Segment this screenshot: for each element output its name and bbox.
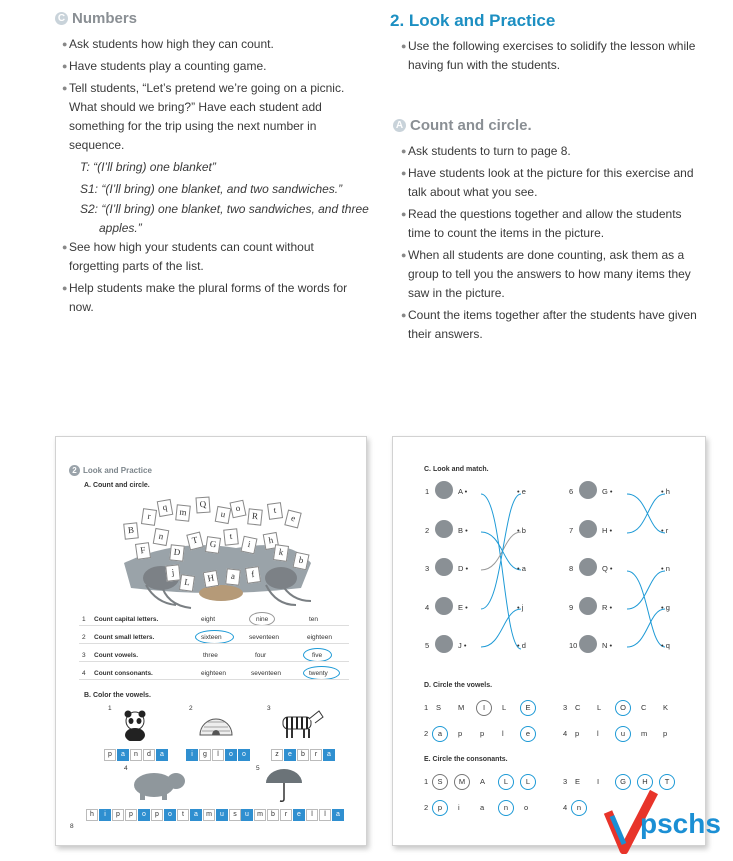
letter-choice[interactable]: C — [575, 703, 581, 712]
bullet-counting-game: ● Have students play a counting game. — [62, 59, 267, 73]
row-number: 2 — [424, 803, 429, 812]
letter-box[interactable]: a — [323, 749, 335, 761]
match-picture-icon — [435, 597, 453, 615]
bullet-text: When all students are done counting, ask them as a — [408, 248, 685, 262]
letter-choice[interactable]: S — [436, 703, 442, 712]
match-small[interactable]: • q — [661, 641, 670, 650]
letter-card: H — [203, 570, 220, 588]
letter-box[interactable]: r — [310, 749, 322, 761]
match-capital: J • — [458, 641, 467, 650]
bullet-text: See how high your students can count without — [69, 240, 314, 254]
bullet-text: Count the items together after the students have given — [408, 308, 697, 322]
letter-box[interactable]: b — [297, 749, 309, 761]
letter-card: F — [135, 542, 151, 560]
hippo-icon — [130, 765, 186, 801]
letter-card: Q — [195, 497, 210, 514]
row-number: 3 — [82, 652, 86, 659]
letter-choice[interactable]: p — [575, 729, 580, 738]
dialogue-s2: S2: “(I’ll bring) one blanket, two sandwiches, and three — [80, 202, 369, 216]
letter-choice[interactable]: I — [597, 777, 600, 786]
bullet-text: Help students make the plural forms of the words for — [69, 281, 348, 295]
match-small[interactable]: • r — [661, 525, 669, 535]
bullet-count-together: ● Count the items together after the students have given — [401, 308, 697, 322]
letter-box[interactable]: z — [271, 749, 283, 761]
letter-card: k — [273, 544, 289, 562]
letter-choice[interactable]: l — [597, 729, 599, 738]
bullet-picnic-line3: something for the trip using the next number in — [69, 119, 317, 133]
match-capital: Q • — [602, 564, 613, 573]
row-divider — [79, 679, 349, 680]
letter-choice[interactable]: L — [498, 774, 514, 790]
bullet-how-high: ● See how high your students can count without — [62, 240, 314, 254]
letter-choice[interactable]: H — [637, 774, 653, 790]
letter-box[interactable]: l — [306, 809, 318, 821]
bullet-plural-line2: now. — [69, 300, 94, 314]
letter-box[interactable]: a — [332, 809, 344, 821]
answer-circle — [195, 630, 234, 644]
letter-choice[interactable]: S — [432, 774, 448, 790]
match-picture-icon — [579, 558, 597, 576]
letter-choice[interactable]: u — [615, 726, 631, 742]
letter-choice[interactable]: E — [575, 777, 581, 786]
umbrella-icon — [264, 767, 304, 803]
row-number: 2 — [82, 634, 86, 641]
letter-card: e — [284, 510, 301, 529]
letter-card: b — [292, 552, 309, 571]
bullet-picnic-line2: What should we bring?” Have each student add — [69, 100, 322, 114]
letter-choice[interactable]: o — [524, 803, 529, 812]
match-capital: E • — [458, 602, 468, 612]
letter-choice[interactable]: p — [663, 729, 668, 738]
match-small[interactable]: • d — [517, 641, 526, 650]
bullet-plural: ● Help students make the plural forms of the words for — [62, 281, 348, 295]
watermark-text: pschs — [640, 808, 721, 839]
match-lines-right — [627, 494, 665, 647]
match-number: 3 — [425, 564, 430, 573]
letter-card: i — [240, 536, 257, 555]
letter-card: t — [267, 502, 283, 520]
match-picture-icon — [579, 481, 597, 499]
letter-choice[interactable]: K — [663, 703, 669, 712]
match-picture-icon — [435, 520, 453, 538]
letter-card: o — [229, 500, 246, 519]
option[interactable]: eight — [201, 616, 216, 623]
row-label: Count vowels. — [94, 652, 139, 659]
letter-box[interactable]: l — [212, 749, 224, 761]
letter-card: q — [157, 499, 174, 517]
word-zebra — [271, 743, 336, 761]
match-capital: N • — [602, 641, 613, 650]
letter-box[interactable]: i — [186, 749, 198, 761]
wb-d-title: D. Circle the vowels. — [424, 682, 493, 689]
bullet-text: Tell students, “Let’s pretend we’re going on a picnic. — [69, 81, 345, 95]
letter-box[interactable]: p — [151, 809, 163, 821]
section-a-heading — [393, 117, 532, 134]
letter-choice[interactable]: p — [432, 800, 448, 816]
letter-box[interactable]: e — [284, 749, 296, 761]
letter-choice[interactable]: M — [454, 774, 470, 790]
word-umbrella — [241, 803, 345, 821]
letter-box[interactable]: e — [293, 809, 305, 821]
letter-box[interactable]: a — [190, 809, 202, 821]
letter-card: B — [123, 522, 139, 539]
answer-circle — [249, 612, 275, 626]
match-small[interactable]: • b — [517, 525, 526, 535]
bullet-text: Ask students to turn to page 8. — [408, 144, 571, 158]
workbook-page-right — [392, 436, 706, 846]
letter-choice[interactable]: T — [659, 774, 675, 790]
wb-section-badge: 2 — [69, 465, 80, 476]
bullet-look-picture-line2: talk about what you see. — [408, 185, 538, 199]
match-capital: A • — [458, 487, 468, 496]
row-divider — [79, 625, 349, 626]
letter-box[interactable]: s — [229, 809, 241, 821]
pic-number: 4 — [124, 765, 128, 772]
letter-box[interactable]: a — [156, 749, 168, 761]
letter-box[interactable]: g — [199, 749, 211, 761]
wb-e-title: E. Circle the consonants. — [424, 756, 508, 763]
match-capital: D • — [458, 564, 469, 573]
workbook-page-left — [55, 436, 367, 846]
bullet-text: Use the following exercises to solidify the lesson while — [408, 39, 696, 53]
intro-line1: ● Use the following exercises to solidify the lesson while — [401, 39, 696, 53]
count-rows — [79, 614, 349, 686]
bullet-ask-count: ● Ask students how high they can count. — [62, 37, 274, 51]
letter-choice[interactable]: a — [480, 803, 485, 812]
match-lines-left — [481, 494, 524, 649]
row-number: 2 — [424, 729, 429, 738]
match-picture-icon — [579, 635, 597, 653]
match-small[interactable]: • h — [661, 487, 670, 496]
row-number: 3 — [563, 703, 568, 712]
match-capital: G • — [602, 487, 613, 496]
match-small[interactable]: • j — [517, 602, 524, 612]
match-picture-icon — [579, 597, 597, 615]
letter-choice[interactable]: C — [641, 703, 647, 712]
dialogue-s2-line2: apples.” — [99, 221, 142, 235]
row-number: 4 — [563, 729, 568, 738]
match-number: 4 — [425, 602, 430, 612]
match-small[interactable]: • g — [661, 602, 670, 612]
row-number: 3 — [563, 777, 568, 786]
letter-card: j — [165, 564, 181, 581]
letter-choice[interactable]: A — [480, 777, 486, 786]
match-number: 7 — [569, 525, 574, 535]
match-picture-icon — [435, 635, 453, 653]
bullet-text: Have students look at the picture for this exercise and — [408, 166, 694, 180]
zebra-icon — [277, 709, 325, 739]
letter-card: r — [141, 508, 157, 526]
match-small[interactable]: • e — [517, 487, 526, 496]
letter-card: n — [153, 528, 170, 546]
letter-choice[interactable]: E — [520, 700, 536, 716]
letter-box[interactable]: p — [104, 749, 116, 761]
igloo-icon — [198, 709, 234, 737]
letter-card: h — [263, 532, 280, 550]
option[interactable]: nine — [256, 616, 269, 623]
bullet-done-counting-line3: saw in the picture. — [408, 286, 505, 300]
option[interactable]: four — [255, 652, 267, 659]
row-label: Count small letters. — [94, 634, 155, 641]
letter-choice[interactable]: G — [615, 774, 631, 790]
row-number: 4 — [563, 803, 568, 812]
bullet-picnic: ● Tell students, “Let’s pretend we’re going on a picnic. — [62, 81, 345, 95]
letter-choice[interactable]: a — [432, 726, 448, 742]
bullet-text: Have students play a counting game. — [69, 59, 267, 73]
row-number: 1 — [424, 703, 429, 712]
letter-box[interactable]: o — [164, 809, 176, 821]
bullet-turn-page: ● Ask students to turn to page 8. — [401, 144, 571, 158]
section-c-heading — [55, 10, 137, 27]
watermark-logo — [598, 786, 733, 856]
letter-box[interactable]: t — [177, 809, 189, 821]
look-practice-heading: 2. Look and Practice — [390, 11, 556, 30]
option[interactable]: ten — [309, 616, 319, 623]
dialogue-teacher: T: “(I’ll bring) one blanket” — [80, 160, 216, 174]
section-c-title: Numbers — [72, 10, 138, 27]
letter-card: L — [179, 574, 195, 592]
option[interactable]: seventeen — [249, 634, 279, 641]
section-a-badge: A — [393, 119, 406, 132]
letter-box[interactable]: i — [99, 809, 111, 821]
letter-choice[interactable]: p — [458, 729, 463, 738]
match-picture-icon — [435, 558, 453, 576]
letter-box[interactable]: a — [117, 749, 129, 761]
letter-choice[interactable]: n — [498, 800, 514, 816]
bullet-done-counting-line2: group to tell you the answers to how many items they — [408, 267, 691, 281]
letter-choice[interactable]: n — [571, 800, 587, 816]
pic-number: 2 — [189, 705, 193, 712]
match-capital: R • — [602, 602, 613, 612]
letter-card: u — [215, 506, 232, 524]
bullet-read-questions: ● Read the questions together and allow the students — [401, 207, 682, 221]
letter-card: R — [247, 508, 263, 525]
bullet-text: Ask students how high they can count. — [69, 37, 274, 51]
option[interactable]: sixteen — [201, 634, 222, 641]
word-panda — [104, 743, 169, 761]
row-number: 1 — [82, 616, 86, 623]
row-label: Count consonants. — [94, 670, 153, 677]
letter-card: m — [175, 504, 191, 521]
letter-choice[interactable]: l — [502, 729, 504, 738]
match-number: 2 — [425, 525, 430, 535]
answer-circle — [303, 648, 332, 662]
letter-box[interactable]: m — [203, 809, 215, 821]
letter-choice[interactable]: L — [597, 703, 602, 712]
letter-box[interactable]: b — [267, 809, 279, 821]
pic-number: 3 — [267, 705, 271, 712]
option[interactable]: twenty — [309, 670, 328, 677]
answer-circle — [303, 666, 340, 680]
letter-cards — [116, 493, 316, 613]
letter-box[interactable]: u — [216, 809, 228, 821]
word-hippopotamus — [86, 803, 242, 821]
letter-card: f — [245, 566, 261, 584]
letter-choice[interactable]: M — [458, 703, 465, 712]
section-c-badge: C — [55, 12, 68, 25]
match-number: 9 — [569, 602, 574, 612]
letter-box[interactable]: o — [138, 809, 150, 821]
match-small[interactable]: • a — [517, 564, 526, 573]
letter-card: T — [186, 532, 203, 551]
match-small[interactable]: • n — [661, 564, 670, 573]
section-a-title: Count and circle. — [410, 117, 532, 134]
letter-box[interactable]: l — [319, 809, 331, 821]
bullet-done-counting: ● When all students are done counting, ask them as a — [401, 248, 685, 262]
letter-box[interactable]: m — [254, 809, 266, 821]
letter-choice[interactable]: e — [520, 726, 536, 742]
panda-icon — [118, 707, 152, 741]
letter-box[interactable]: p — [125, 809, 137, 821]
wb-c-title: C. Look and match. — [424, 466, 489, 473]
letter-card: t — [223, 528, 239, 545]
word-igloo — [186, 743, 251, 761]
letter-box[interactable]: o — [238, 749, 250, 761]
letter-box[interactable]: n — [130, 749, 142, 761]
letter-choice[interactable]: I — [476, 700, 492, 716]
match-number: 1 — [425, 487, 430, 496]
dialogue-s1: S1: “(I’ll bring) one blanket, and two sandwiches.” — [80, 182, 343, 196]
bullet-look-picture: ● Have students look at the picture for this exercise and — [401, 166, 694, 180]
page-number: 8 — [70, 823, 74, 830]
row-divider — [79, 643, 349, 644]
row-divider — [79, 661, 349, 662]
match-number: 5 — [425, 641, 430, 650]
pic-number: 5 — [256, 765, 260, 772]
bullet-picnic-line4: sequence. — [69, 138, 125, 152]
option[interactable]: eighteen — [201, 670, 226, 677]
wb-section-heading — [69, 465, 152, 476]
letter-box[interactable]: r — [280, 809, 292, 821]
match-picture-icon — [435, 481, 453, 499]
bullet-read-questions-line2: time to count the items in the picture. — [408, 226, 605, 240]
bullet-how-high-line2: forgetting parts of the list. — [69, 259, 204, 273]
match-number: 10 — [569, 641, 578, 650]
letter-card: G — [205, 536, 221, 554]
letter-choice[interactable]: p — [480, 729, 485, 738]
match-capital: H • — [602, 525, 613, 535]
row-number: 4 — [82, 670, 86, 677]
letter-choice[interactable]: m — [641, 729, 648, 738]
letter-box[interactable]: h — [86, 809, 98, 821]
wb-section-title: Look and Practice — [83, 466, 152, 475]
letter-box[interactable]: d — [143, 749, 155, 761]
letter-box[interactable]: u — [241, 809, 253, 821]
match-number: 6 — [569, 487, 574, 496]
wb-a-title: A. Count and circle. — [84, 482, 150, 489]
bullet-text: Read the questions together and allow the students — [408, 207, 682, 221]
option[interactable]: seventeen — [251, 670, 281, 677]
option[interactable]: three — [203, 652, 218, 659]
pic-number: 1 — [108, 705, 112, 712]
letter-choice[interactable]: i — [458, 803, 460, 812]
letter-choice[interactable]: L — [520, 774, 536, 790]
bullet-count-together-line2: their answers. — [408, 327, 483, 341]
letter-choice[interactable]: L — [502, 703, 507, 712]
match-number: 8 — [569, 564, 574, 573]
letter-card: D — [169, 544, 185, 561]
row-number: 1 — [424, 777, 429, 786]
option[interactable]: five — [312, 652, 323, 659]
option[interactable]: eighteen — [307, 634, 332, 641]
intro-line2: having fun with the students. — [408, 58, 561, 72]
row-label: Count capital letters. — [94, 616, 159, 623]
letter-box[interactable]: o — [225, 749, 237, 761]
wb-b-title: B. Color the vowels. — [84, 692, 151, 699]
letter-box[interactable]: p — [112, 809, 124, 821]
letter-card: a — [225, 568, 241, 585]
match-capital: B • — [458, 525, 468, 535]
match-picture-icon — [579, 520, 597, 538]
letter-choice[interactable]: O — [615, 700, 631, 716]
